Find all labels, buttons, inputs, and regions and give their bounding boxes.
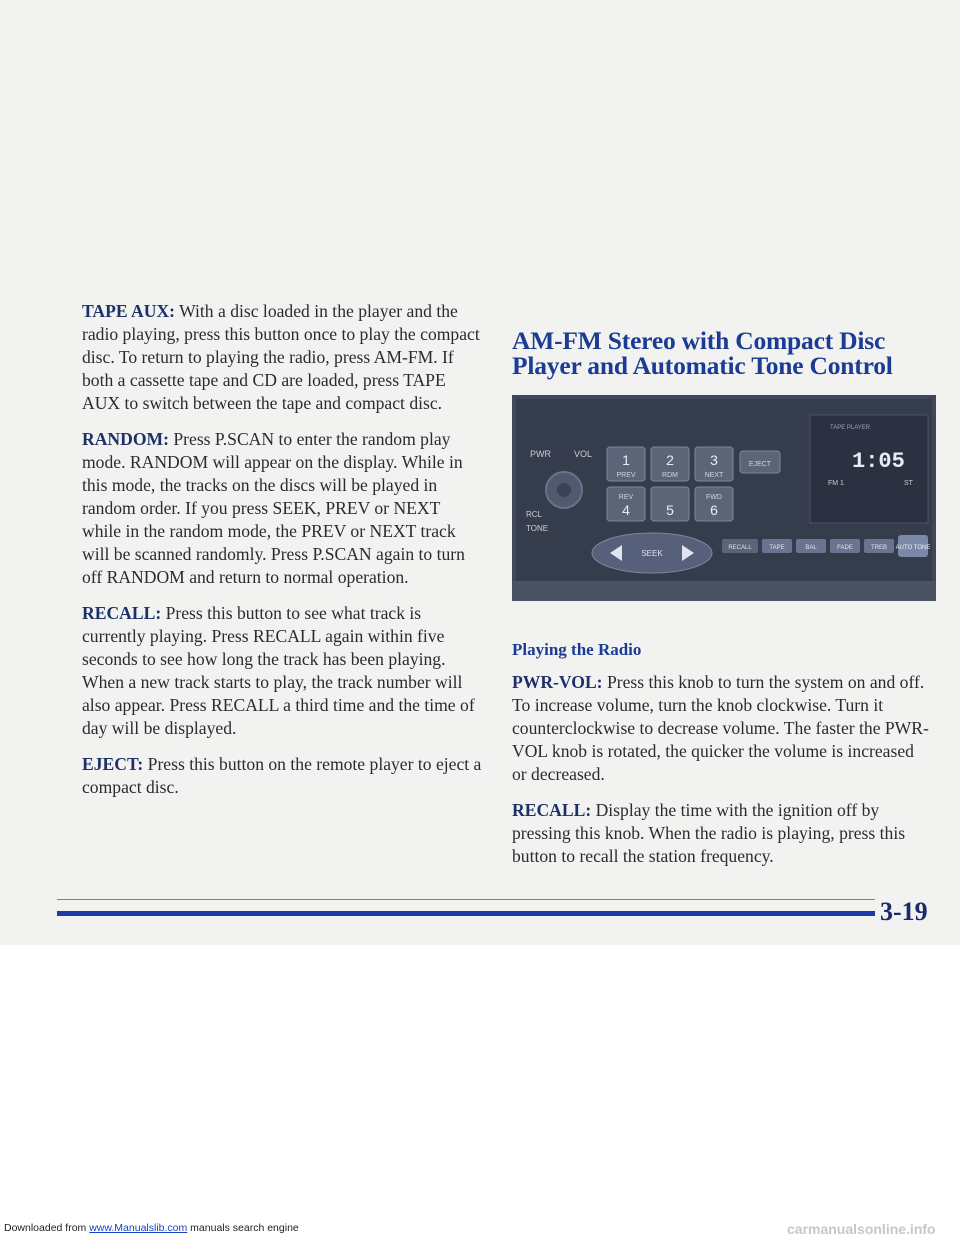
pwr-vol-text: Press this knob to turn the system on and off. To increase volume, turn the knob clockwise. Turn it counterclockwise to decrease volume. The faster the PWR-VOL knob is rotated, the quicker the volume is increased or decreased. [512,672,929,784]
preset-6-num: 6 [710,502,718,518]
random-term: RANDOM: [82,429,169,449]
seek-label: SEEK [641,549,663,558]
display-time: 1:05 [852,449,905,474]
footer-rule-thin [57,899,875,900]
display-brand: TAPE PLAYER [830,425,871,431]
subsection-title: Playing the Radio [512,640,642,659]
eject-text: Press this button on the remote player to eject a compact disc. [82,754,482,797]
tape-aux-term: TAPE AUX: [82,301,176,321]
display-band: FM 1 [828,480,844,487]
radio-recall-term: RECALL: [512,800,592,820]
knob-label-tone: TONE [526,524,549,533]
bottom-label-recall: RECALL [728,545,752,551]
knob-label-vol: VOL [574,449,593,459]
knob-center [557,483,571,497]
page-number: 3-19 [880,897,928,926]
footer-rule [57,911,875,916]
pwr-vol-paragraph [512,671,932,786]
bottom-label-treb: TREB [870,545,888,551]
random-text: Press P.SCAN to enter the random play mode. RANDOM will appear on the display. While in this mode, the tracks on the discs will be played in random order. If you press SEEK, PREV or NEXT while in the random mode, the PREV or NEXT track will be scanned randomly. Press P.SCAN again to turn off RANDOM and return to normal operation. [82,429,465,587]
radio-recall-paragraph [512,799,932,868]
radio-faceplate-illustration [512,395,936,601]
preset-4-num: 4 [622,502,630,518]
footer-suffix: manuals search engine [187,1222,299,1234]
preset-4-label: REV [618,494,634,501]
preset-6-label: FWD [706,494,722,501]
knob-label-rcl: RCL [526,510,543,519]
eject-label: EJECT [748,461,772,468]
preset-2-label: RDM [662,472,678,479]
bottom-label-tape: TAPE [769,545,785,551]
auto-tone-label: AUTO TONE [895,545,931,551]
download-footer [4,1222,299,1234]
preset-3-label: NEXT [704,472,724,479]
manualslib-link[interactable]: www.Manualslib.com [89,1222,188,1234]
eject-paragraph [82,753,482,799]
bottom-label-bal: BAL [805,545,817,551]
bottom-label-fade: FADE [837,545,853,551]
preset-2-num: 2 [666,452,674,468]
random-paragraph [82,428,482,589]
eject-term: EJECT: [82,754,144,774]
recall-text: Press this button to see what track is currently playing. Press RECALL again within five seconds to see how long the track has been playing. When a new track starts to play, the track number will also appear. Press RECALL a third time and the time of day will be displayed. [82,603,475,738]
section-heading-block [512,328,932,378]
tape-aux-text: With a disc loaded in the player and the radio playing, press this button once to play the compact disc. To return to playing the radio, press AM-FM. If both a cassette tape and CD are loaded, press TAPE AUX to switch between the tape and compact disc. [82,301,480,413]
radio-recall-text: Display the time with the ignition off by pressing this knob. When the radio is playing, press this button to recall the station frequency. [512,800,906,866]
preset-5-num: 5 [666,502,674,518]
right-column [512,640,932,881]
preset-1-label: PREV [616,472,636,479]
watermark: carmanualsonline.info [787,1221,936,1237]
section-title: AM-FM Stereo with Compact Disc Player and Automatic Tone Control [512,326,893,380]
footer-prefix: Downloaded from [4,1222,90,1234]
tape-aux-paragraph [82,300,482,415]
preset-3-num: 3 [710,452,718,468]
recall-paragraph [82,602,482,740]
left-column [82,300,482,812]
knob-label-pwr: PWR [530,449,551,459]
pwr-vol-term: PWR-VOL: [512,672,603,692]
display-stereo: ST [904,480,913,487]
preset-1-num: 1 [622,452,630,468]
faceplate-bottom-strip [512,581,936,601]
recall-term: RECALL: [82,603,162,623]
